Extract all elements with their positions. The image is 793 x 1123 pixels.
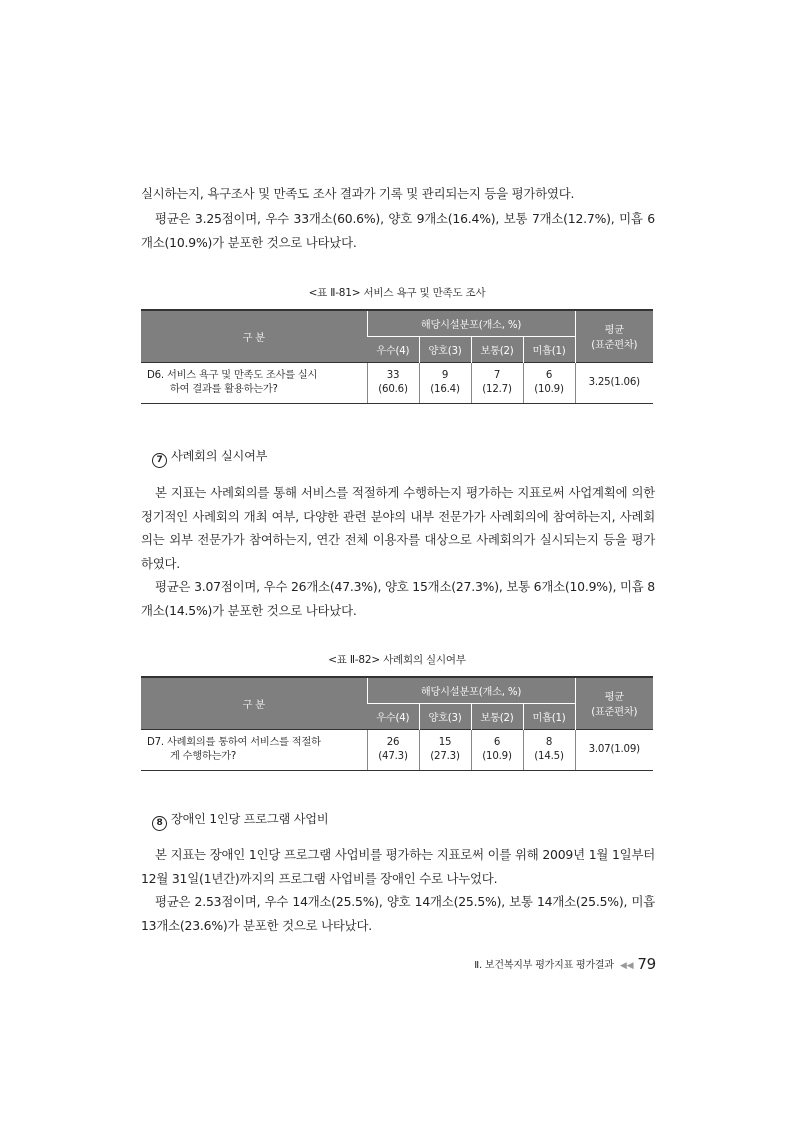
count: 9 — [441, 369, 449, 381]
header-grade-excellent: 우수(4) — [367, 703, 419, 729]
header-grade-good: 양호(3) — [419, 703, 471, 729]
cell-average — [471, 729, 523, 770]
cell-good — [419, 362, 471, 403]
table-row — [141, 729, 653, 770]
circled-number-8-icon: 8 — [152, 816, 167, 831]
cell-excellent — [367, 362, 419, 403]
section-title-8: 장애인 1인당 프로그램 사업비 — [171, 812, 329, 826]
table-row — [141, 362, 653, 403]
header-grade-good: 양호(3) — [419, 336, 471, 362]
percent: (60.6) — [378, 383, 408, 395]
header-grade-excellent: 우수(4) — [367, 336, 419, 362]
cell-poor — [523, 362, 575, 403]
header-average — [575, 677, 653, 729]
table-caption-82: <표 Ⅱ-82> 사례회의 실시여부 — [328, 654, 466, 666]
header-category: 구 분 — [141, 677, 367, 729]
paragraph-d6-summary: 평균은 3.25점이며, 우수 33개소(60.6%), 양호 9개소(16.4%), 보통 7개소(12.7%), 미흡 6개소(10.9%)가 분포한 것으로 나타났다. — [141, 211, 655, 250]
page-number: 79 — [637, 955, 656, 973]
header-grade-poor: 미흡(1) — [523, 703, 575, 729]
row-item-line2: 게 수행하는가? — [170, 750, 237, 762]
cell-average — [471, 362, 523, 403]
count: 26 — [386, 736, 400, 748]
cell-excellent — [367, 729, 419, 770]
cell-mean-sd: 3.25(1.06) — [575, 362, 653, 403]
count: 6 — [545, 369, 553, 381]
paragraph-d7-description: 본 지표는 사례회의를 통해 서비스를 적절하게 수행하는지 평가하는 지표로써 사업계획에 의한 정기적인 사례회의 개최 여부, 다양한 관련 분야의 내부 전문가가 사례회의에 참여하는지, 사례회의는 외부 전문가가 참여하는지, 연간 전체 이용자를 대상으로 사례회의가 실시되는지 등을 평가하였다. — [141, 485, 655, 571]
double-arrow-left-icon: ◀◀ — [619, 961, 634, 971]
page-footer — [420, 955, 656, 973]
section-heading-8 — [152, 810, 328, 831]
percent: (47.3) — [378, 750, 408, 762]
table-81-service-needs-survey — [141, 309, 653, 404]
paragraph-d8-description: 본 지표는 장애인 1인당 프로그램 사업비를 평가하는 지표로써 이를 위해 2009년 1월 1일부터 12월 31일(1년간)까지의 프로그램 사업비를 장애인 수로 나누었다. — [141, 847, 655, 886]
header-grade-average: 보통(2) — [471, 703, 523, 729]
header-average — [575, 310, 653, 362]
count: 8 — [545, 736, 553, 748]
header-average-label: 평균 — [604, 692, 624, 704]
percent: (10.9) — [534, 383, 564, 395]
percent: (12.7) — [482, 383, 512, 395]
row-item-line1: D7. 사례회의를 통하여 서비스를 적절하 — [147, 736, 321, 748]
cell-poor — [523, 729, 575, 770]
header-category: 구 분 — [141, 310, 367, 362]
percent: (16.4) — [430, 383, 460, 395]
row-item-d7 — [141, 729, 367, 770]
header-distribution: 해당시설분포(개소, %) — [367, 310, 575, 336]
header-average-label: 평균 — [604, 325, 624, 337]
paragraph-d7-summary: 평균은 3.07점이며, 우수 26개소(47.3%), 양호 15개소(27.3%), 보통 6개소(10.9%), 미흡 8개소(14.5%)가 분포한 것으로 나타났다. — [141, 579, 655, 618]
header-average-sd-label: (표준편차) — [591, 340, 638, 352]
row-item-d6 — [141, 362, 367, 403]
section-heading-7 — [152, 447, 267, 468]
cell-good — [419, 729, 471, 770]
table-caption-81: <표 Ⅱ-81> 서비스 욕구 및 만족도 조사 — [308, 287, 486, 299]
header-grade-poor: 미흡(1) — [523, 336, 575, 362]
header-distribution: 해당시설분포(개소, %) — [367, 677, 575, 703]
header-average-sd-label: (표준편차) — [591, 707, 638, 719]
count: 7 — [493, 369, 501, 381]
percent: (27.3) — [430, 750, 460, 762]
percent: (10.9) — [482, 750, 512, 762]
circled-number-7-icon: 7 — [152, 453, 167, 468]
percent: (14.5) — [534, 750, 564, 762]
header-grade-average: 보통(2) — [471, 336, 523, 362]
count: 33 — [386, 369, 400, 381]
paragraph-d8-summary: 평균은 2.53점이며, 우수 14개소(25.5%), 양호 14개소(25.5%), 보통 14개소(25.5%), 미흡 13개소(23.6%)가 분포한 것으로 나타났다. — [141, 894, 655, 933]
paragraph-intro-continued: 실시하는지, 욕구조사 및 만족도 조사 결과가 기록 및 관리되는지 등을 평가하였다. — [141, 186, 575, 201]
row-item-line1: D6. 서비스 욕구 및 만족도 조사를 실시 — [147, 369, 318, 381]
count: 6 — [493, 736, 501, 748]
table-82-case-meeting — [141, 676, 653, 771]
footer-chapter-title: Ⅱ. 보건복지부 평가지표 평가결과 — [474, 960, 614, 971]
section-title-7: 사례회의 실시여부 — [171, 449, 268, 463]
row-item-line2: 하여 결과를 활용하는가? — [170, 383, 278, 395]
count: 15 — [438, 736, 452, 748]
cell-mean-sd: 3.07(1.09) — [575, 729, 653, 770]
